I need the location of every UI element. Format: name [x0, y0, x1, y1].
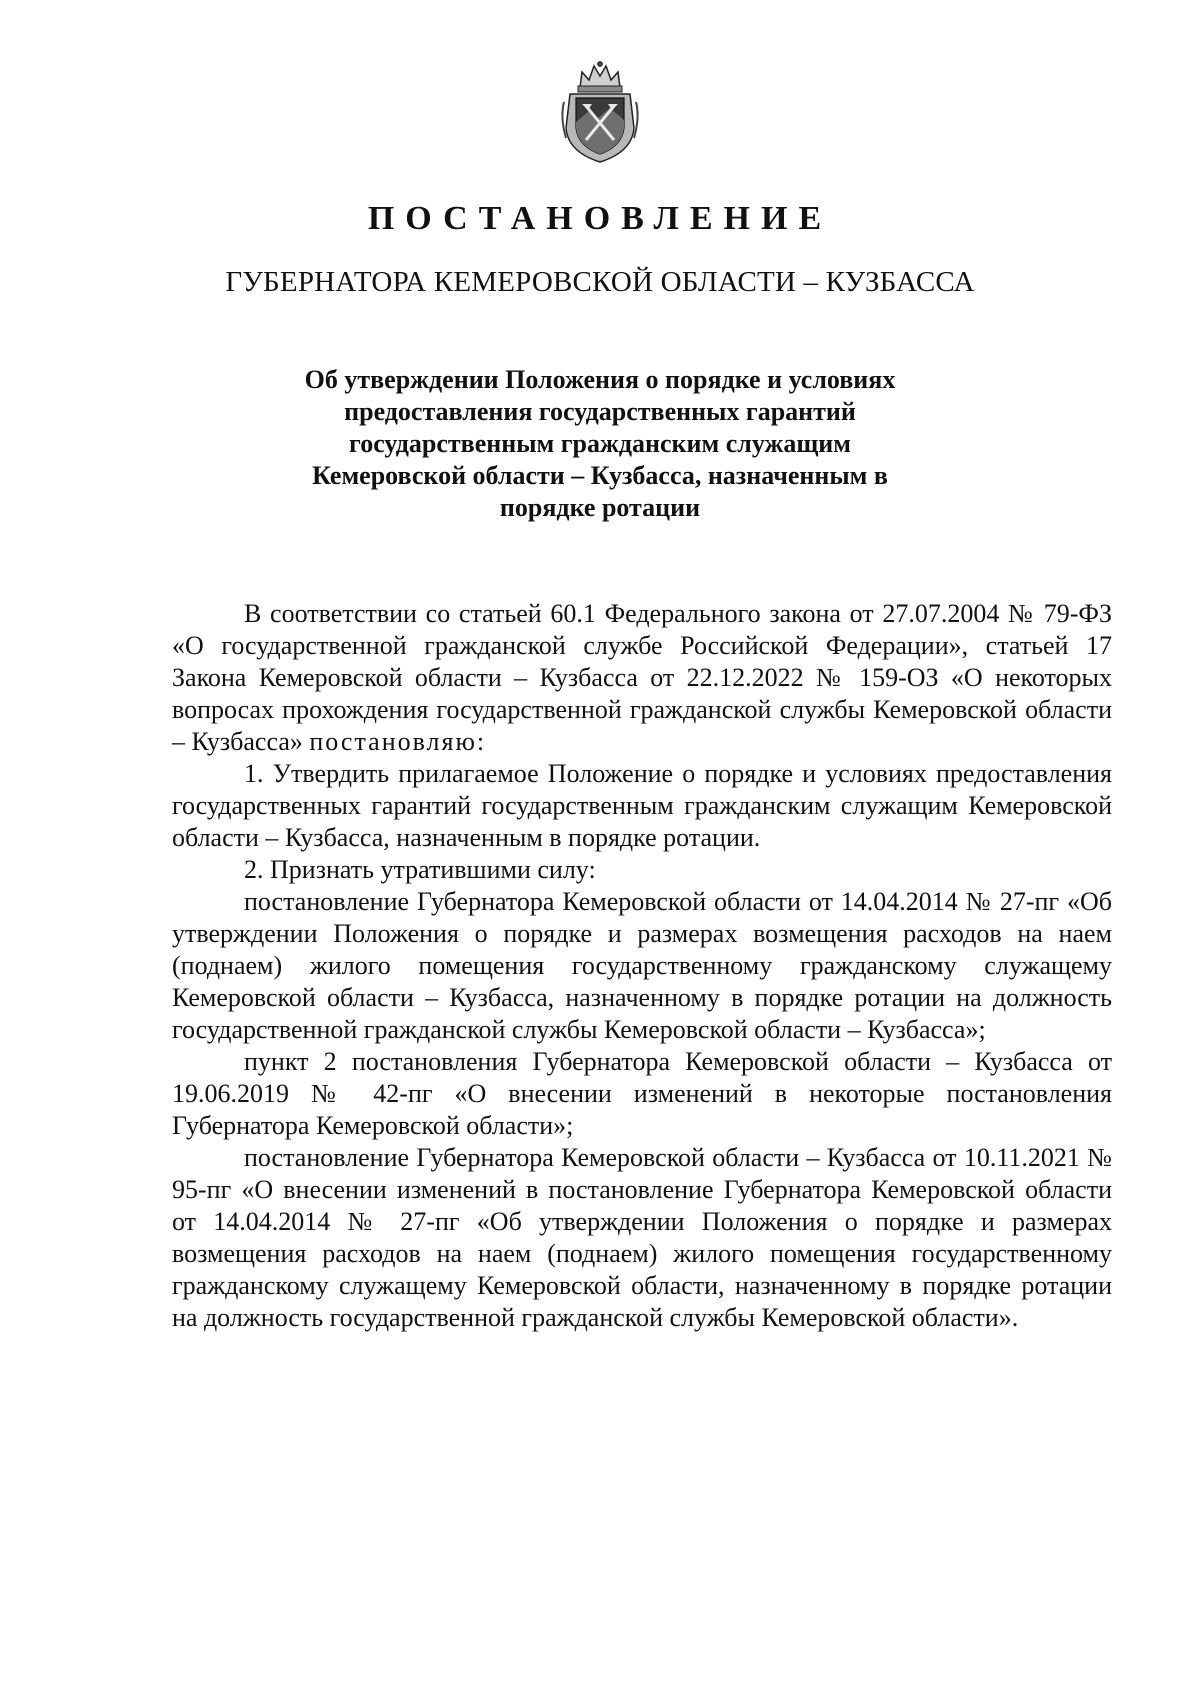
coat-of-arms-emblem [558, 58, 642, 166]
document-title: Об утверждении Положения о порядке и условиях предоставления государственных гарантий государственным гражданским служащим Кемеровской области – Кузбасса, назначенным в порядке ротации [304, 365, 896, 522]
repealed-act-3: постановление Губернатора Кемеровской области – Кузбасса от 10.11.2021 № 95-пг «О внесении изменений в постановление Губернатора Кемеровской области от 14.04.2014 № 27-пг «Об утверждении Положения о порядке и размерах возмещения расходов на наем (поднаем) жилого помещения государственному гражданскому служащему Кемеровской области, назначенному в порядке ротации на должность государственной гражданской службы Кемеровской области». [172, 1143, 1112, 1332]
document-body [172, 598, 1112, 1334]
preamble-text: В соответствии со статьей 60.1 Федерального закона от 27.07.2004 № 79-ФЗ «О государственной гражданской службе Российской Федерации», статьей 17 Закона Кемеровской области – Кузбасса от 22.12.2022 № 159-ОЗ «О некоторых вопросах прохождения государственной гражданской службы Кемеровской области – Кузбасса» [172, 599, 1112, 756]
repealed-act-1: постановление Губернатора Кемеровской области от 14.04.2014 № 27-пг «Об утверждении Положения о порядке и размерах возмещения расходов на наем (поднаем) жилого помещения государственному гражданскому служащему Кемеровской области – Кузбасса, назначенному в порядке ротации на должность государственной гражданской службы Кемеровской области – Кузбасса»; [172, 887, 1112, 1044]
item-approve: 1. Утвердить прилагаемое Положение о порядке и условиях предоставления государственных гарантий государственным гражданским служащим Кемеровской области – Кузбасса, назначенным в порядке ротации. [172, 759, 1112, 852]
resolve-word: постановляю: [309, 727, 487, 756]
document-issuer: ГУБЕРНАТОРА КЕМЕРОВСКОЙ ОБЛАСТИ – КУЗБАССА [225, 266, 975, 298]
repealed-act-2: пункт 2 постановления Губернатора Кемеровской области – Кузбасса от 19.06.2019 № 42-пг «О внесении изменений в некоторые постановления Губернатора Кемеровской области»; [172, 1047, 1112, 1140]
preamble-paragraph [172, 598, 1112, 758]
item-repeal-heading: 2. Признать утратившими силу: [244, 855, 596, 884]
document-type-heading: ПОСТАНОВЛЕНИЕ [367, 200, 833, 237]
